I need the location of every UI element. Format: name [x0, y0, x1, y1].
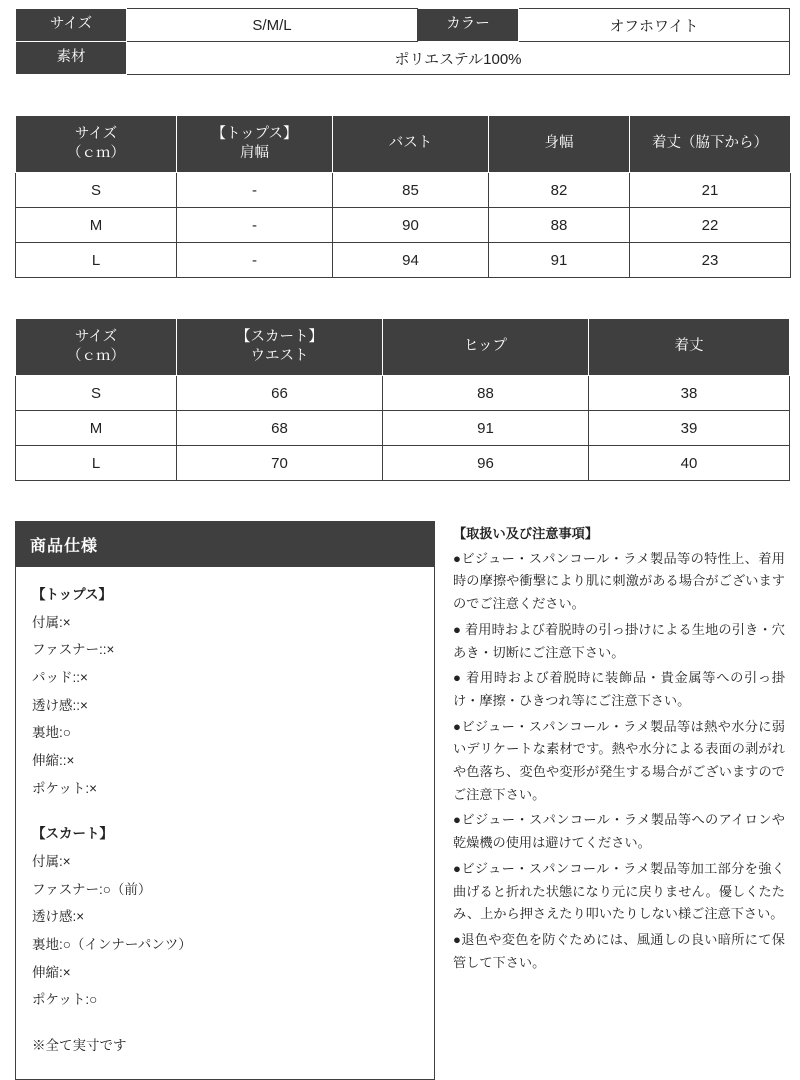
tops-row-m-bust: 90: [333, 208, 489, 243]
spec-line: 伸縮:×: [32, 964, 71, 980]
note-item: ●ビジュー・スパンコール・ラメ製品等加工部分を強く曲げると折れた状態になり元に戻りません。優しくたたみ、上から押さえたり叩いたりしない様ご注意下さい。: [453, 860, 785, 922]
note-item: ●ビジュー・スパンコール・ラメ製品等は熱や水分に弱いデリケートな素材です。熱や水分による表面の剥がれや色落ち、変色や変形が発生する場合がございますのでご注意下さい。: [453, 718, 785, 802]
table-header-row: [16, 319, 790, 376]
tops-row-l-width: 91: [489, 243, 630, 278]
spacer: [0, 278, 800, 318]
skirt-row-m-waist: 68: [177, 411, 383, 446]
tops-header-size-line2: （ｃｍ）: [67, 145, 125, 161]
table-row: [16, 411, 790, 446]
table-header-row: [16, 116, 791, 173]
tops-header-shoulder-line2: 肩幅: [240, 145, 269, 161]
tops-header-shoulder-line1: 【トップス】: [211, 126, 298, 143]
basic-material-label: 素材: [16, 42, 127, 75]
basic-color-label: カラー: [418, 9, 519, 42]
table-row: [16, 9, 790, 42]
spec-line: 透け感:×: [32, 909, 85, 925]
note-item: ●ビジュー・スパンコール・ラメ製品等の特性上、着用時の摩擦や衝撃により肌に刺激がある場合がございますのでご注意ください。: [453, 550, 785, 612]
skirt-row-l-length: 40: [589, 446, 790, 481]
note-item: ●ビジュー・スパンコール・ラメ製品等へのアイロンや乾燥機の使用は避けてください。: [453, 812, 785, 851]
tops-measurement-table: [15, 115, 791, 278]
note-item: ● 着用時および着脱時に装飾品・貴金属等への引っ掛け・摩擦・ひきつれ等にご注意下さい。: [453, 670, 785, 708]
basic-size-value: S/M/L: [127, 9, 418, 42]
skirt-row-l-waist: 70: [177, 446, 383, 481]
tops-row-s-bust: 85: [333, 173, 489, 208]
tops-row-s-size: S: [16, 173, 177, 208]
tops-header-bust: バスト: [333, 116, 489, 173]
skirt-row-l-hip: 96: [383, 446, 589, 481]
spec-panel-body: [16, 567, 434, 1079]
spec-line: 付属:×: [32, 854, 71, 870]
spec-line: 裏地:○（インナーパンツ）: [32, 937, 192, 953]
spec-line: 透け感::×: [32, 697, 88, 713]
spacer: [0, 481, 800, 521]
tops-row-l-bust: 94: [333, 243, 489, 278]
tops-row-l-length: 23: [630, 243, 791, 278]
spec-panel-title: 商品仕様: [16, 522, 434, 567]
table-row: [16, 446, 790, 481]
spec-note-actual-size: ※全て実寸です: [32, 1038, 127, 1054]
skirt-header-size-line1: サイズ: [74, 329, 118, 346]
skirt-header-size-line2: （ｃｍ）: [67, 348, 125, 364]
spec-line: 付属:×: [32, 614, 71, 630]
tops-header-size: [16, 116, 177, 173]
tops-row-m-width: 88: [489, 208, 630, 243]
spec-line: 【スカート】: [32, 826, 113, 842]
table-row: [16, 243, 791, 278]
table-row: [16, 208, 791, 243]
tops-row-s-length: 21: [630, 173, 791, 208]
basic-size-label: サイズ: [16, 9, 127, 42]
tops-row-m-size: M: [16, 208, 177, 243]
tops-header-shoulder: [177, 116, 333, 173]
skirt-header-waist-line2: ウエスト: [250, 348, 309, 364]
skirt-header-size: [16, 319, 177, 376]
table-row: [16, 376, 790, 411]
skirt-header-waist-line1: 【スカート】: [236, 329, 323, 346]
spec-line: ポケット:○: [32, 992, 98, 1008]
skirt-row-m-hip: 91: [383, 411, 589, 446]
table-row: [16, 173, 791, 208]
tops-header-length: 着丈（脇下から）: [630, 116, 791, 173]
tops-row-l-shoulder: -: [177, 243, 333, 278]
basic-color-value: オフホワイト: [519, 9, 790, 42]
tops-header-width: 身幅: [489, 116, 630, 173]
skirt-row-l-size: L: [16, 446, 177, 481]
notes-title: 【取扱い及び注意事項】: [453, 526, 599, 541]
basic-material-value: ポリエステル100%: [127, 42, 790, 75]
skirt-header-length: 着丈: [589, 319, 790, 376]
skirt-row-s-length: 38: [589, 376, 790, 411]
spec-line: ポケット:×: [32, 780, 97, 796]
skirt-row-s-hip: 88: [383, 376, 589, 411]
spec-line: パッド::×: [32, 670, 88, 686]
table-row: [16, 42, 790, 75]
tops-row-s-shoulder: -: [177, 173, 333, 208]
spec-spacer: [32, 1014, 418, 1032]
spec-spacer: [32, 802, 418, 820]
skirt-header-hip: ヒップ: [383, 319, 589, 376]
tops-row-l-size: L: [16, 243, 177, 278]
product-spec-page: [0, 8, 800, 1075]
skirt-row-m-size: M: [16, 411, 177, 446]
note-item: ● 着用時および着脱時の引っ掛けによる生地の引き・穴あき・切断にご注意下さい。: [453, 621, 785, 660]
basic-spec-table: [15, 8, 790, 75]
skirt-row-s-size: S: [16, 376, 177, 411]
spec-line: ファスナー:○（前）: [32, 881, 152, 897]
tops-row-m-shoulder: -: [177, 208, 333, 243]
notes-panel: [453, 521, 785, 977]
spec-line: 【トップス】: [32, 587, 113, 602]
bottom-section: [15, 521, 785, 1080]
skirt-row-s-waist: 66: [177, 376, 383, 411]
note-item: ●退色や変色を防ぐためには、風通しの良い暗所にて保管して下さい。: [453, 931, 785, 970]
spec-line: ファスナー::×: [32, 642, 115, 658]
tops-row-m-length: 22: [630, 208, 791, 243]
skirt-row-m-length: 39: [589, 411, 790, 446]
spec-line: 裏地:○: [32, 725, 71, 741]
skirt-header-waist: [177, 319, 383, 376]
tops-header-size-line1: サイズ: [74, 126, 118, 143]
spec-line: 伸縮::×: [32, 753, 75, 769]
tops-row-s-width: 82: [489, 173, 630, 208]
skirt-measurement-table: [15, 318, 790, 481]
spec-panel: [15, 521, 435, 1080]
spacer: [0, 75, 800, 115]
